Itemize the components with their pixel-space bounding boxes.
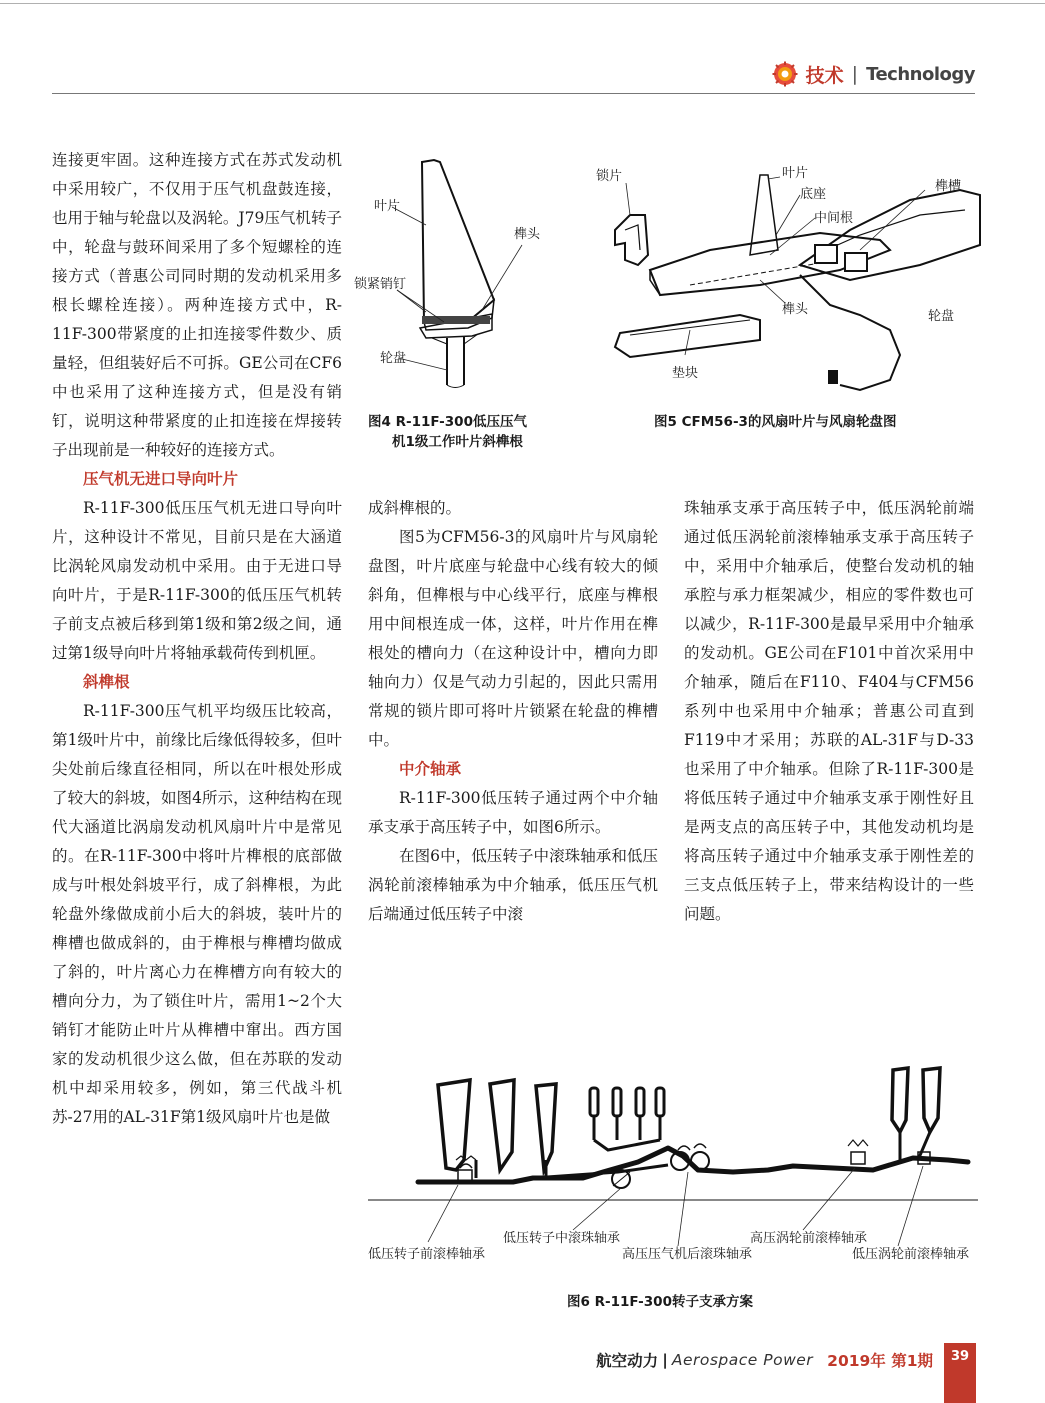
section-heading-no-igv: 压气机无进口导向叶片 — [83, 470, 239, 488]
figure-4-caption — [368, 412, 527, 452]
fig6-label-lp-front: 低压转子前滚棒轴承 — [368, 1247, 486, 1262]
header-rule — [52, 93, 975, 94]
text-column-1 — [52, 146, 342, 1132]
text-column-2 — [368, 494, 658, 929]
fig5-label-mid-root: 中间根 — [814, 211, 854, 226]
text-column-3 — [684, 494, 974, 929]
fig4-label-pin: 锁紧销钉 — [354, 277, 407, 292]
issue-label: 2019年 第1期 — [827, 1352, 933, 1370]
figure-5-caption: 图5 CFM56-3的风扇叶片与风扇轮盘图 — [654, 414, 897, 430]
fig5-label-lock: 锁片 — [596, 169, 623, 184]
journal-name-cn: 航空动力 — [596, 1352, 659, 1370]
paragraph: 图5为CFM56-3的风扇叶片与风扇轮盘图，叶片底座与轮盘中心线有较大的倾斜角，但榫根与中心线平行，底座与榫根用中间根连成一体，这样，叶片作用在榫根处的槽向力（在这种设计中，槽向力即轴向力）仅是气动力引起的，因此只需用常规的锁片即可将叶片锁紧在轮盘的榫槽中。 — [368, 528, 658, 749]
paragraph: 在图6中，低压转子中滚珠轴承和低压涡轮前滚棒轴承为中介轴承，低压压气机后端通过低压转子中滚 — [368, 847, 658, 923]
page-number: 39 — [950, 1349, 970, 1364]
section-heading-intershaft-bearing: 中介轴承 — [399, 760, 462, 778]
fig4-label-blade: 叶片 — [374, 199, 401, 214]
fig5-label-slot: 榫槽 — [935, 179, 962, 194]
figure-6-caption: 图6 R-11F-300转子支承方案 — [567, 1294, 753, 1310]
header-separator: | — [851, 63, 859, 85]
figure-4-diagram — [352, 150, 562, 405]
figure-4-caption-line2: 机1级工作叶片斜榫根 — [392, 434, 523, 450]
fig5-label-blade: 叶片 — [782, 166, 809, 181]
fig6-label-lp-mid-ball: 低压转子中滚珠轴承 — [503, 1231, 621, 1246]
fig6-label-hp-comp-rear: 高压压气机后滚珠轴承 — [622, 1247, 753, 1262]
running-header — [772, 60, 975, 88]
journal-name-en: Aerospace Power — [671, 1351, 814, 1369]
fig5-label-spacer: 垫块 — [672, 366, 699, 381]
top-rule — [0, 3, 1045, 4]
paragraph: R-11F-300低压转子通过两个中介轴承支承于高压转子中，如图6所示。 — [368, 789, 658, 836]
paragraph: 珠轴承支承于高压转子中，低压涡轮前端通过低压涡轮前滚棒轴承支承于高压转子中，采用中介轴承后，使整台发动机的轴承腔与承力框架减少，相应的零件数也可以减少，R-11F-300是最早采用中介轴承的发动机。GE公司在F101中首次采用中介轴承，随后在F110、F404与CFM56系列中也采用中介轴承；普惠公司直到F119中才采用；苏联的AL-31F与D-33也采用了中介轴承。但除了R-11F-300是将低压转子通过中介轴承支承于刚性好且是两支点的高压转子中，其他发动机均是将高压转子通过中介轴承支承于刚性差的三支点低压转子上，带来结构设计的一些问题。 — [684, 499, 974, 923]
paragraph: 成斜榫根的。 — [368, 499, 462, 517]
section-title-en: Technology — [866, 63, 975, 85]
running-footer — [596, 1348, 933, 1372]
fig6-label-hp-turb-front: 高压涡轮前滚棒轴承 — [750, 1231, 868, 1246]
paragraph: 连接更牢固。这种连接方式在苏式发动机中采用较广，不仅用于压气机盘鼓连接，也用于轴与轮盘以及涡轮。J79压气机转子中，轮盘与鼓环间采用了多个短螺栓的连接方式（普惠公司同时期的发动机采用多根长螺栓连接）。两种连接方式中，R-11F-300带紧度的止扣连接零件数少、质量轻，但组装好后不可拆。GE公司在CF6中也采用了这种连接方式，但是没有销钉，说明这种带紧度的止扣连接在焊接转子出现前是一种较好的连接方式。 — [52, 151, 342, 459]
fig4-label-disk: 轮盘 — [380, 351, 407, 366]
section-heading-slanted-root: 斜榫根 — [83, 673, 130, 691]
paragraph: R-11F-300低压压气机无进口导向叶片，这种设计不常见，目前只是在大涵道比涡轮风扇发动机中采用。由于无进口导向叶片，于是R-11F-300的低压压气机转子前支点被后移到第1级和第2级之间，通过第1级导向叶片将轴承载荷传到机匣。 — [52, 499, 342, 662]
gear-logo-icon — [772, 61, 798, 87]
footer-separator: | — [662, 1351, 668, 1369]
fig5-label-tenon: 榫头 — [782, 302, 809, 317]
paragraph: R-11F-300压气机平均级压比较高，第1级叶片中，前缘比后缘低得较多，但叶尖处前后缘直径相同，所以在叶根处形成了较大的斜坡，如图4所示，这种结构在现代大涵道比涡扇发动机风扇叶片中是常见的。在R-11F-300中将叶片榫根的底部做成与叶根处斜坡平行，成了斜榫根，为此轮盘外缘做成前小后大的斜坡，装叶片的榫槽也做成斜的，由于榫根与榫槽均做成了斜的，叶片离心力在榫槽方向有较大的槽向分力，为了锁住叶片，需用1~2个大销钉才能防止叶片从榫槽中窜出。西方国家的发动机很少这么做，但在苏联的发动机中却采用较多，例如，第三代战斗机苏-27用的AL-31F第1级风扇叶片也是做 — [52, 702, 342, 1126]
fig5-label-disk: 轮盘 — [928, 309, 955, 324]
figure-5-diagram — [590, 155, 990, 405]
fig5-label-base: 底座 — [800, 187, 827, 202]
section-title-cn: 技术 — [805, 64, 844, 87]
fig4-label-tenon: 榫头 — [514, 227, 541, 242]
figure-6-diagram — [368, 1060, 978, 1275]
figure-4-caption-line1: 图4 R-11F-300低压压气 — [368, 414, 527, 430]
fig6-label-lp-turb-front: 低压涡轮前滚棒轴承 — [852, 1247, 970, 1262]
